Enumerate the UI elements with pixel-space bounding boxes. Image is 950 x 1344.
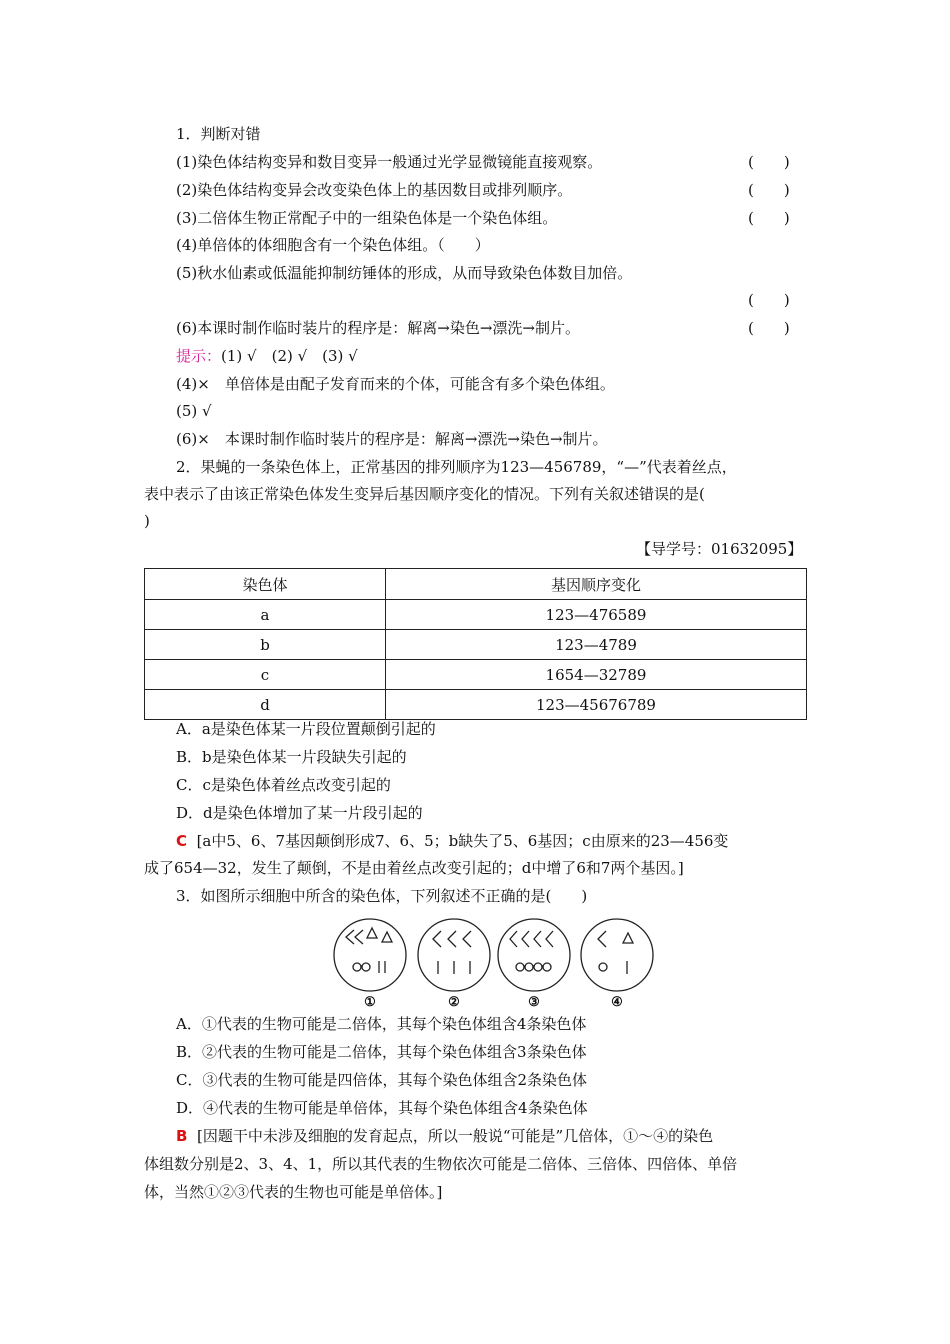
chromosome-cells-figure bbox=[330, 918, 660, 1010]
q1-blank-1[interactable]: ( ) bbox=[748, 153, 790, 171]
table-row bbox=[145, 600, 807, 630]
q1-blank-2[interactable]: ( ) bbox=[748, 181, 790, 199]
q1-item-3: (3)二倍体生物正常配子中的一组染色体是一个染色体组。 bbox=[176, 209, 558, 227]
chromosome-ring bbox=[362, 963, 370, 971]
q2-stem-3: ) bbox=[144, 512, 150, 530]
chromosome-v bbox=[546, 931, 553, 947]
chromosome-v bbox=[346, 930, 354, 944]
table-cell: 123—45676789 bbox=[386, 690, 807, 720]
cell-3 bbox=[498, 919, 570, 991]
table-row bbox=[145, 630, 807, 660]
q2-explain-2: 成了654—32，发生了颠倒，不是由着丝点改变引起的；d中增了6和7两个基因。] bbox=[144, 859, 684, 877]
hint-first: (1) √ (2) √ (3) √ bbox=[221, 347, 358, 365]
q1-hint-first-line bbox=[176, 346, 358, 366]
cell-1 bbox=[334, 919, 406, 991]
guide-number: 【导学号：01632095】 bbox=[636, 540, 803, 558]
q1-title: 1．判断对错 bbox=[176, 125, 261, 143]
q3-option-a: A．①代表的生物可能是二倍体，其每个染色体组含4条染色体 bbox=[176, 1015, 587, 1033]
chromosome-v bbox=[598, 931, 606, 947]
chromosome-ring bbox=[599, 963, 607, 971]
q2-option-a: A．a是染色体某一片段位置颠倒引起的 bbox=[176, 720, 436, 738]
q1-item-1: (1)染色体结构变异和数目变异一般通过光学显微镜能直接观察。 bbox=[176, 153, 603, 171]
q2-stem-2: 表中表示了由该正常染色体发生变异后基因顺序变化的情况。下列有关叙述错误的是( bbox=[144, 485, 705, 503]
q3-option-d: D．④代表的生物可能是单倍体，其每个染色体组含4条染色体 bbox=[176, 1099, 588, 1117]
cell-label-4: ④ bbox=[611, 995, 623, 1010]
cell-4 bbox=[581, 919, 653, 991]
q2-stem-1: 2．果蝇的一条染色体上，正常基因的排列顺序为123—456789，“—”代表着丝点， bbox=[176, 458, 737, 476]
q1-item-2: (2)染色体结构变异会改变染色体上的基因数目或排列顺序。 bbox=[176, 181, 573, 199]
chromosome-v bbox=[433, 931, 441, 947]
table-cell: c bbox=[145, 660, 386, 690]
table-row bbox=[145, 660, 807, 690]
q1-hint-3: (5) √ bbox=[176, 402, 212, 420]
chromosome-ring bbox=[543, 963, 551, 971]
chromosome-ring bbox=[534, 963, 542, 971]
q1-blank-6[interactable]: ( ) bbox=[748, 319, 790, 337]
q2-option-b: B．b是染色体某一片段缺失引起的 bbox=[176, 748, 407, 766]
gene-order-table bbox=[144, 568, 807, 720]
chromosome-ring bbox=[525, 963, 533, 971]
q1-hint-2: (4)× 单倍体是由配子发育而来的个体，可能含有多个染色体组。 bbox=[176, 375, 615, 393]
q2-option-c: C．c是染色体着丝点改变引起的 bbox=[176, 776, 391, 794]
q3-stem: 3．如图所示细胞中所含的染色体，下列叙述不正确的是( ) bbox=[176, 887, 588, 905]
table-header: 染色体 bbox=[145, 569, 386, 600]
q1-blank-3[interactable]: ( ) bbox=[748, 209, 790, 227]
q1-hint-4: (6)× 本课时制作临时装片的程序是：解离→漂洗→染色→制片。 bbox=[176, 430, 608, 448]
table-cell: 123—4789 bbox=[386, 630, 807, 660]
cell-label-2: ② bbox=[448, 995, 460, 1010]
q2-explain-line-1 bbox=[176, 831, 728, 851]
chromosome-triangle bbox=[382, 932, 392, 942]
q2-explain-1: [a中5、6、7基因颠倒形成7、6、5；b缺失了5、6基因；c由原来的23—456变 bbox=[196, 832, 729, 850]
table-row bbox=[145, 690, 807, 720]
q3-answer: B bbox=[176, 1127, 188, 1145]
q3-option-c: C．③代表的生物可能是四倍体，其每个染色体组含2条染色体 bbox=[176, 1071, 588, 1089]
q1-item-6: (6)本课时制作临时装片的程序是：解离→染色→漂洗→制片。 bbox=[176, 319, 580, 337]
table-header-row bbox=[145, 569, 807, 600]
q2-answer: C bbox=[176, 832, 188, 850]
chromosome-v bbox=[534, 931, 541, 947]
table-header: 基因顺序变化 bbox=[386, 569, 807, 600]
q2-option-d: D．d是染色体增加了某一片段引起的 bbox=[176, 804, 423, 822]
chromosome-v bbox=[522, 931, 529, 947]
chromosome-triangle bbox=[623, 933, 633, 943]
q1-item-5: (5)秋水仙素或低温能抑制纺锤体的形成，从而导致染色体数目加倍。 bbox=[176, 264, 633, 282]
chromosome-ring bbox=[353, 963, 361, 971]
table-cell: 123—476589 bbox=[386, 600, 807, 630]
q3-explain-1: [因题干中未涉及细胞的发育起点，所以一般说“可能是”几倍体，①～④的染色 bbox=[196, 1127, 714, 1145]
hint-label: 提示： bbox=[176, 347, 222, 365]
chromosome-v bbox=[355, 930, 363, 944]
q3-explain-3: 体，当然①②③代表的生物也可能是单倍体。] bbox=[144, 1183, 443, 1201]
q3-explain-2: 体组数分别是2、3、4、1，所以其代表的生物依次可能是二倍体、三倍体、四倍体、单倍 bbox=[144, 1155, 738, 1173]
cell-label-1: ① bbox=[364, 995, 376, 1010]
q3-option-b: B．②代表的生物可能是二倍体，其每个染色体组含3条染色体 bbox=[176, 1043, 587, 1061]
table-cell: b bbox=[145, 630, 386, 660]
q3-explain-line-1 bbox=[176, 1126, 713, 1146]
chromosome-ring bbox=[516, 963, 524, 971]
chromosome-v bbox=[463, 931, 471, 947]
chromosome-triangle bbox=[367, 928, 377, 938]
q1-item-4: (4)单倍体的体细胞含有一个染色体组。（ ） bbox=[176, 236, 490, 254]
q1-blank-5[interactable]: ( ) bbox=[748, 291, 790, 309]
table-cell: d bbox=[145, 690, 386, 720]
table-cell: 1654—32789 bbox=[386, 660, 807, 690]
chromosome-v bbox=[510, 931, 517, 947]
table-cell: a bbox=[145, 600, 386, 630]
chromosome-v bbox=[448, 931, 456, 947]
cell-2 bbox=[418, 919, 490, 991]
cell-label-3: ③ bbox=[528, 995, 540, 1010]
